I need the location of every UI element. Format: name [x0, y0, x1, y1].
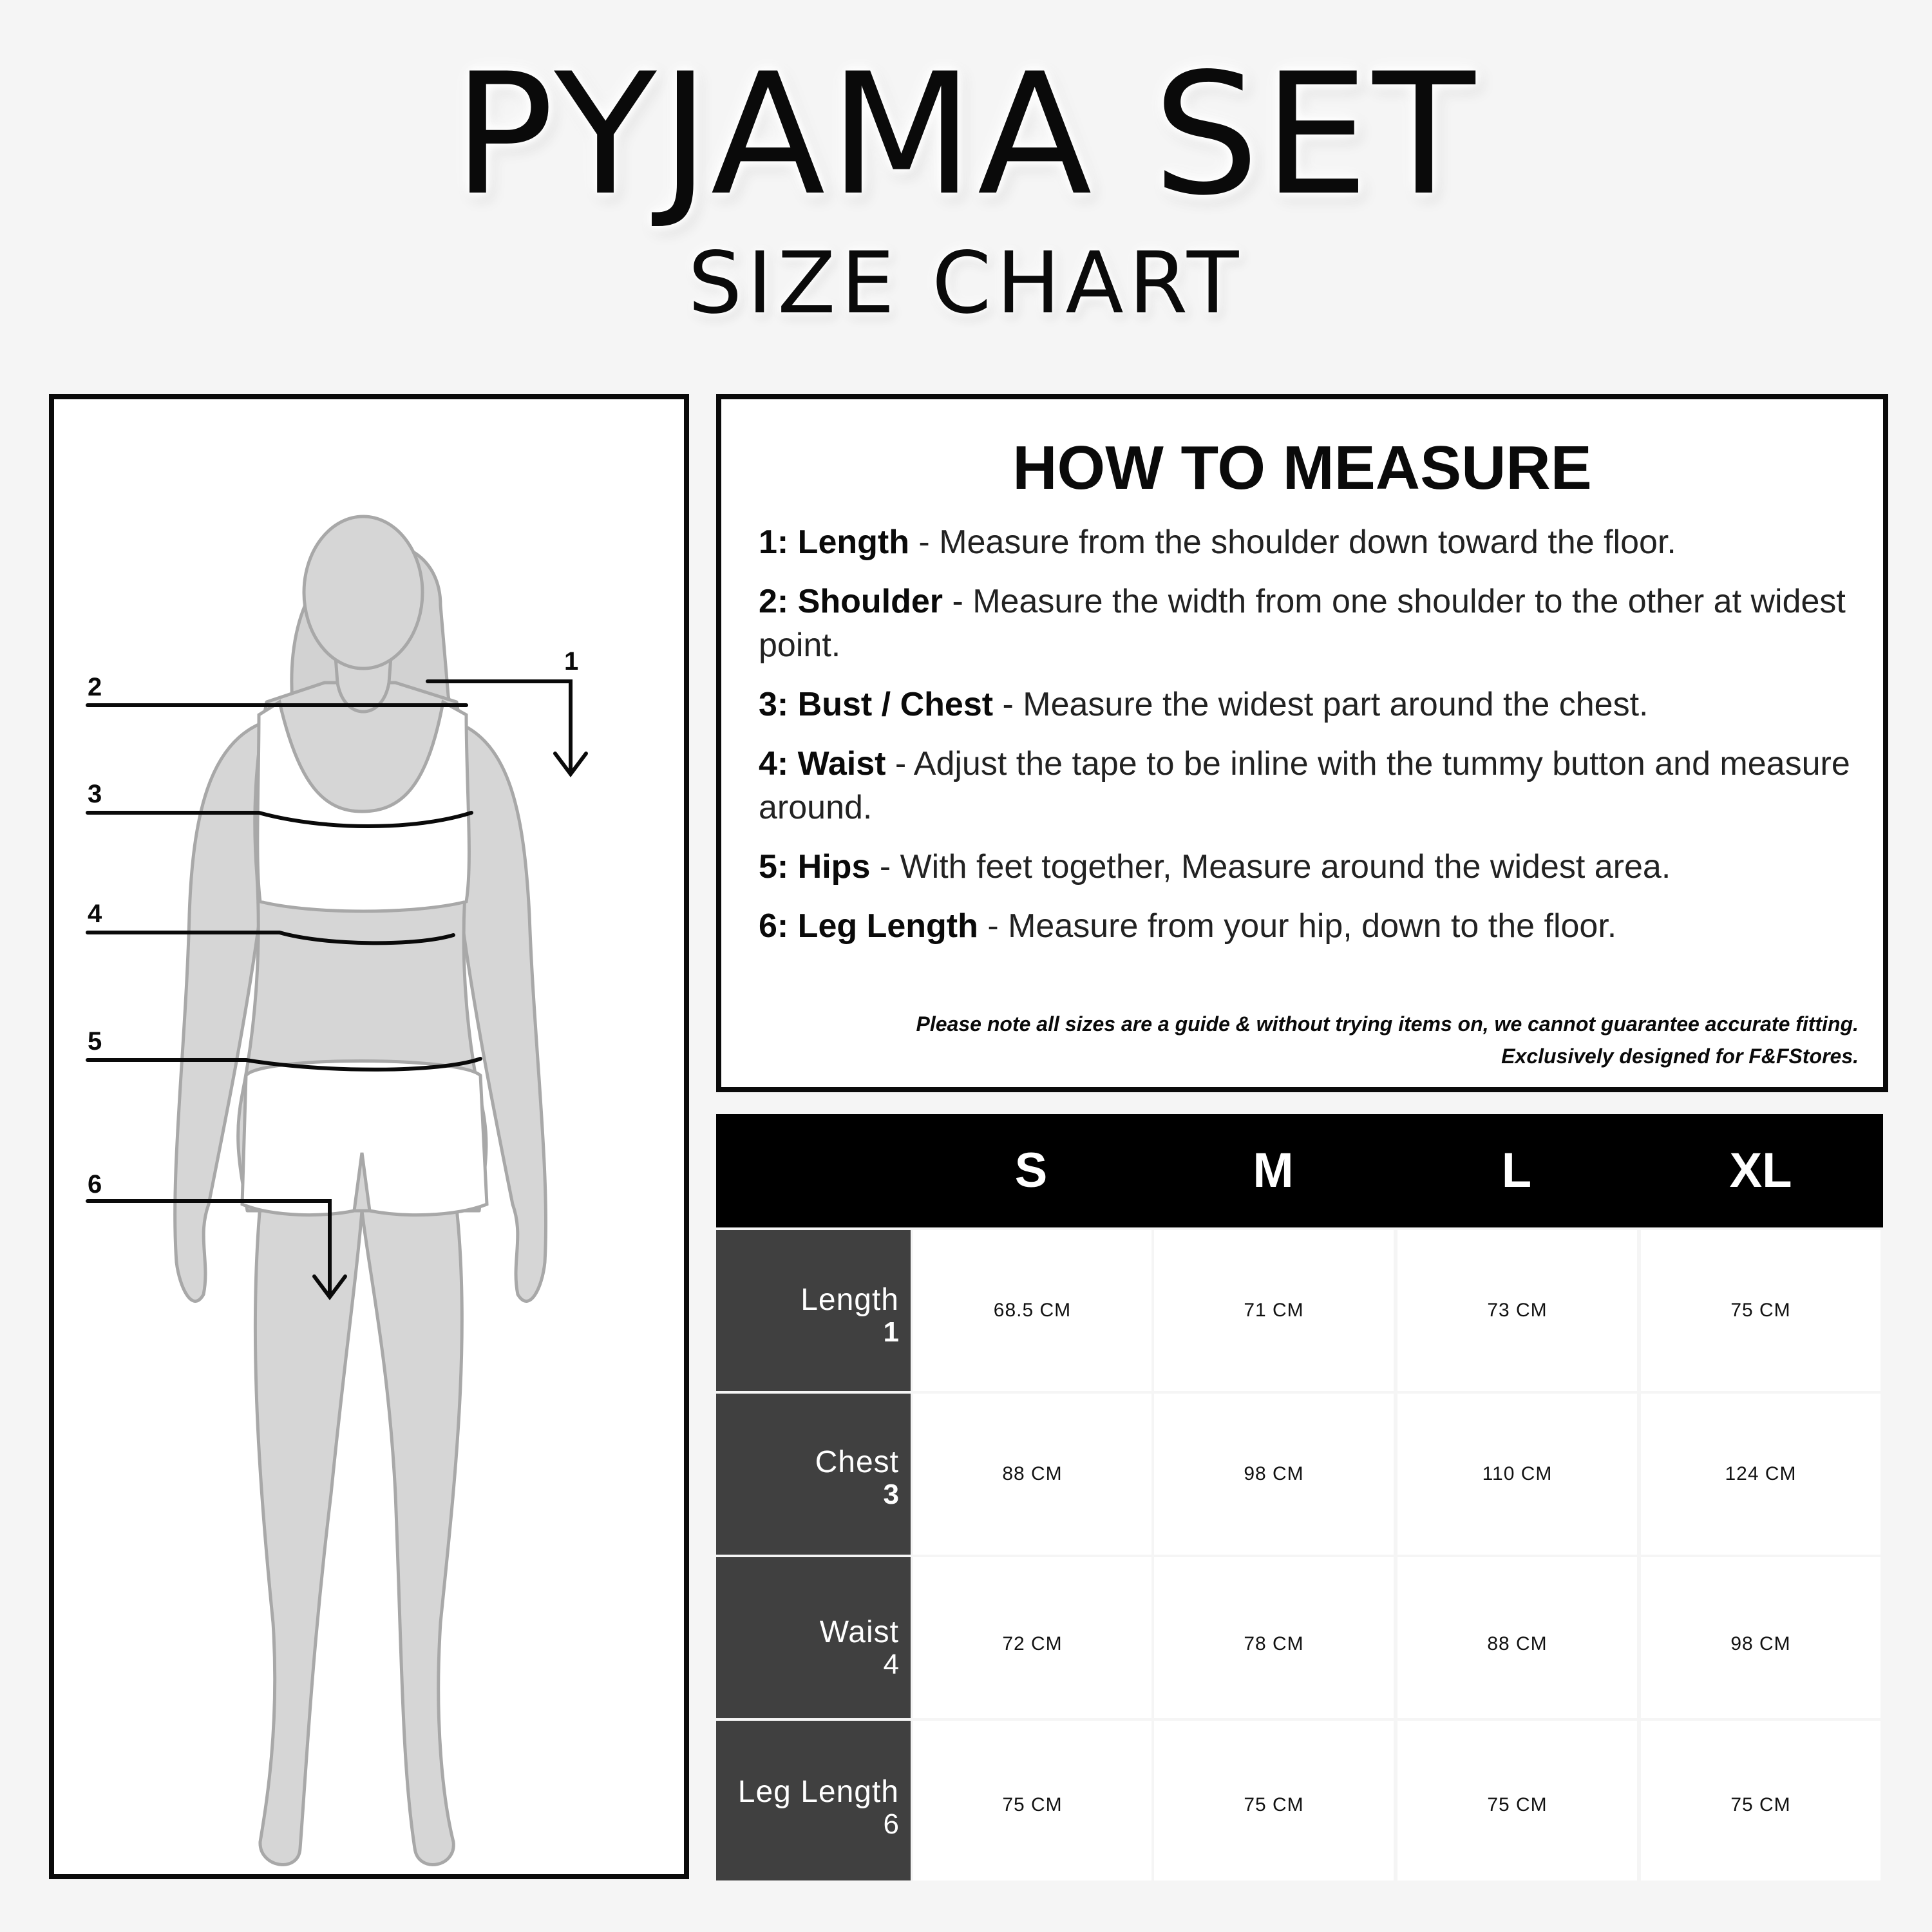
instruction-label: 5: Hips [759, 848, 871, 886]
size-header-l: L [1501, 1143, 1532, 1198]
row-label-name: Chest [815, 1445, 899, 1479]
size-table-header [716, 1114, 1883, 1227]
cell-length-s: 68.5 CM [913, 1230, 1151, 1391]
body-silhouette-illustration [54, 399, 694, 1884]
marker-5: 5 [88, 1027, 102, 1056]
cell-chest-m: 98 CM [1154, 1394, 1394, 1555]
row-label-number: 3 [883, 1479, 899, 1510]
cell-length-xl: 75 CM [1641, 1230, 1880, 1391]
instruction-length [759, 520, 1853, 564]
instruction-label: 4: Waist [759, 745, 886, 782]
cell-length-l: 73 CM [1397, 1230, 1637, 1391]
how-to-measure-heading: HOW TO MEASURE [1012, 433, 1592, 502]
cell-leg-length-s: 75 CM [913, 1721, 1151, 1880]
instruction-label: 6: Leg Length [759, 907, 978, 945]
row-label-leg-length [716, 1721, 911, 1880]
row-label-waist [716, 1557, 911, 1718]
body-figure-panel [49, 394, 689, 1879]
cell-chest-l: 110 CM [1397, 1394, 1637, 1555]
instruction-label: 1: Length [759, 524, 909, 561]
row-label-name: Leg Length [737, 1775, 899, 1809]
instruction-shoulder [759, 580, 1853, 667]
cell-leg-length-xl: 75 CM [1641, 1721, 1880, 1880]
row-label-number: 6 [883, 1808, 899, 1840]
row-label-number: 4 [883, 1649, 899, 1680]
cell-chest-s: 88 CM [913, 1394, 1151, 1555]
instruction-text: - Measure the widest part around the chest. [993, 686, 1649, 723]
instruction-text: - With feet together, Measure around the widest area. [870, 848, 1671, 886]
row-label-chest [716, 1394, 911, 1555]
disclaimer-note: Please note all sizes are a guide & without trying items on, we cannot guarantee accurate fitting. [916, 1012, 1859, 1036]
brand-note: Exclusively designed for F&FStores. [1501, 1045, 1859, 1068]
cell-chest-xl: 124 CM [1641, 1394, 1880, 1555]
marker-1: 1 [564, 647, 579, 676]
marker-6: 6 [88, 1170, 102, 1198]
instruction-leg-length [759, 904, 1853, 948]
row-label-length [716, 1230, 911, 1391]
instruction-label: 2: Shoulder [759, 583, 943, 620]
cell-leg-length-l: 75 CM [1397, 1721, 1637, 1880]
instruction-text: - Measure the width from one shoulder to the other at widest point. [759, 583, 1846, 664]
cell-waist-l: 88 CM [1397, 1557, 1637, 1718]
row-label-name: Length [800, 1283, 899, 1317]
cell-waist-xl: 98 CM [1641, 1557, 1880, 1718]
row-label-number: 1 [883, 1316, 899, 1348]
how-to-measure-panel [716, 394, 1888, 1092]
size-header-s: S [1014, 1143, 1048, 1198]
page-title: PYJAMA SET [453, 38, 1479, 232]
size-header-m: M [1253, 1143, 1294, 1198]
cell-leg-length-m: 75 CM [1154, 1721, 1394, 1880]
instruction-text: - Measure from your hip, down to the floor. [978, 907, 1617, 945]
cell-waist-m: 78 CM [1154, 1557, 1394, 1718]
marker-4: 4 [88, 900, 102, 928]
instruction-text: - Measure from the shoulder down toward the floor. [909, 524, 1676, 561]
page-subtitle: SIZE CHART [688, 234, 1244, 333]
size-header-xl: XL [1729, 1143, 1792, 1198]
instruction-hips [759, 845, 1853, 889]
instruction-waist [759, 742, 1853, 829]
marker-2: 2 [88, 673, 102, 701]
marker-3: 3 [88, 780, 102, 808]
row-label-name: Waist [819, 1615, 899, 1649]
instruction-label: 3: Bust / Chest [759, 686, 994, 723]
size-table [716, 1114, 1883, 1880]
instruction-bust-chest [759, 683, 1853, 726]
cell-length-m: 71 CM [1154, 1230, 1394, 1391]
cell-waist-s: 72 CM [913, 1557, 1151, 1718]
instruction-text: - Adjust the tape to be inline with the tummy button and measure around. [759, 745, 1850, 826]
